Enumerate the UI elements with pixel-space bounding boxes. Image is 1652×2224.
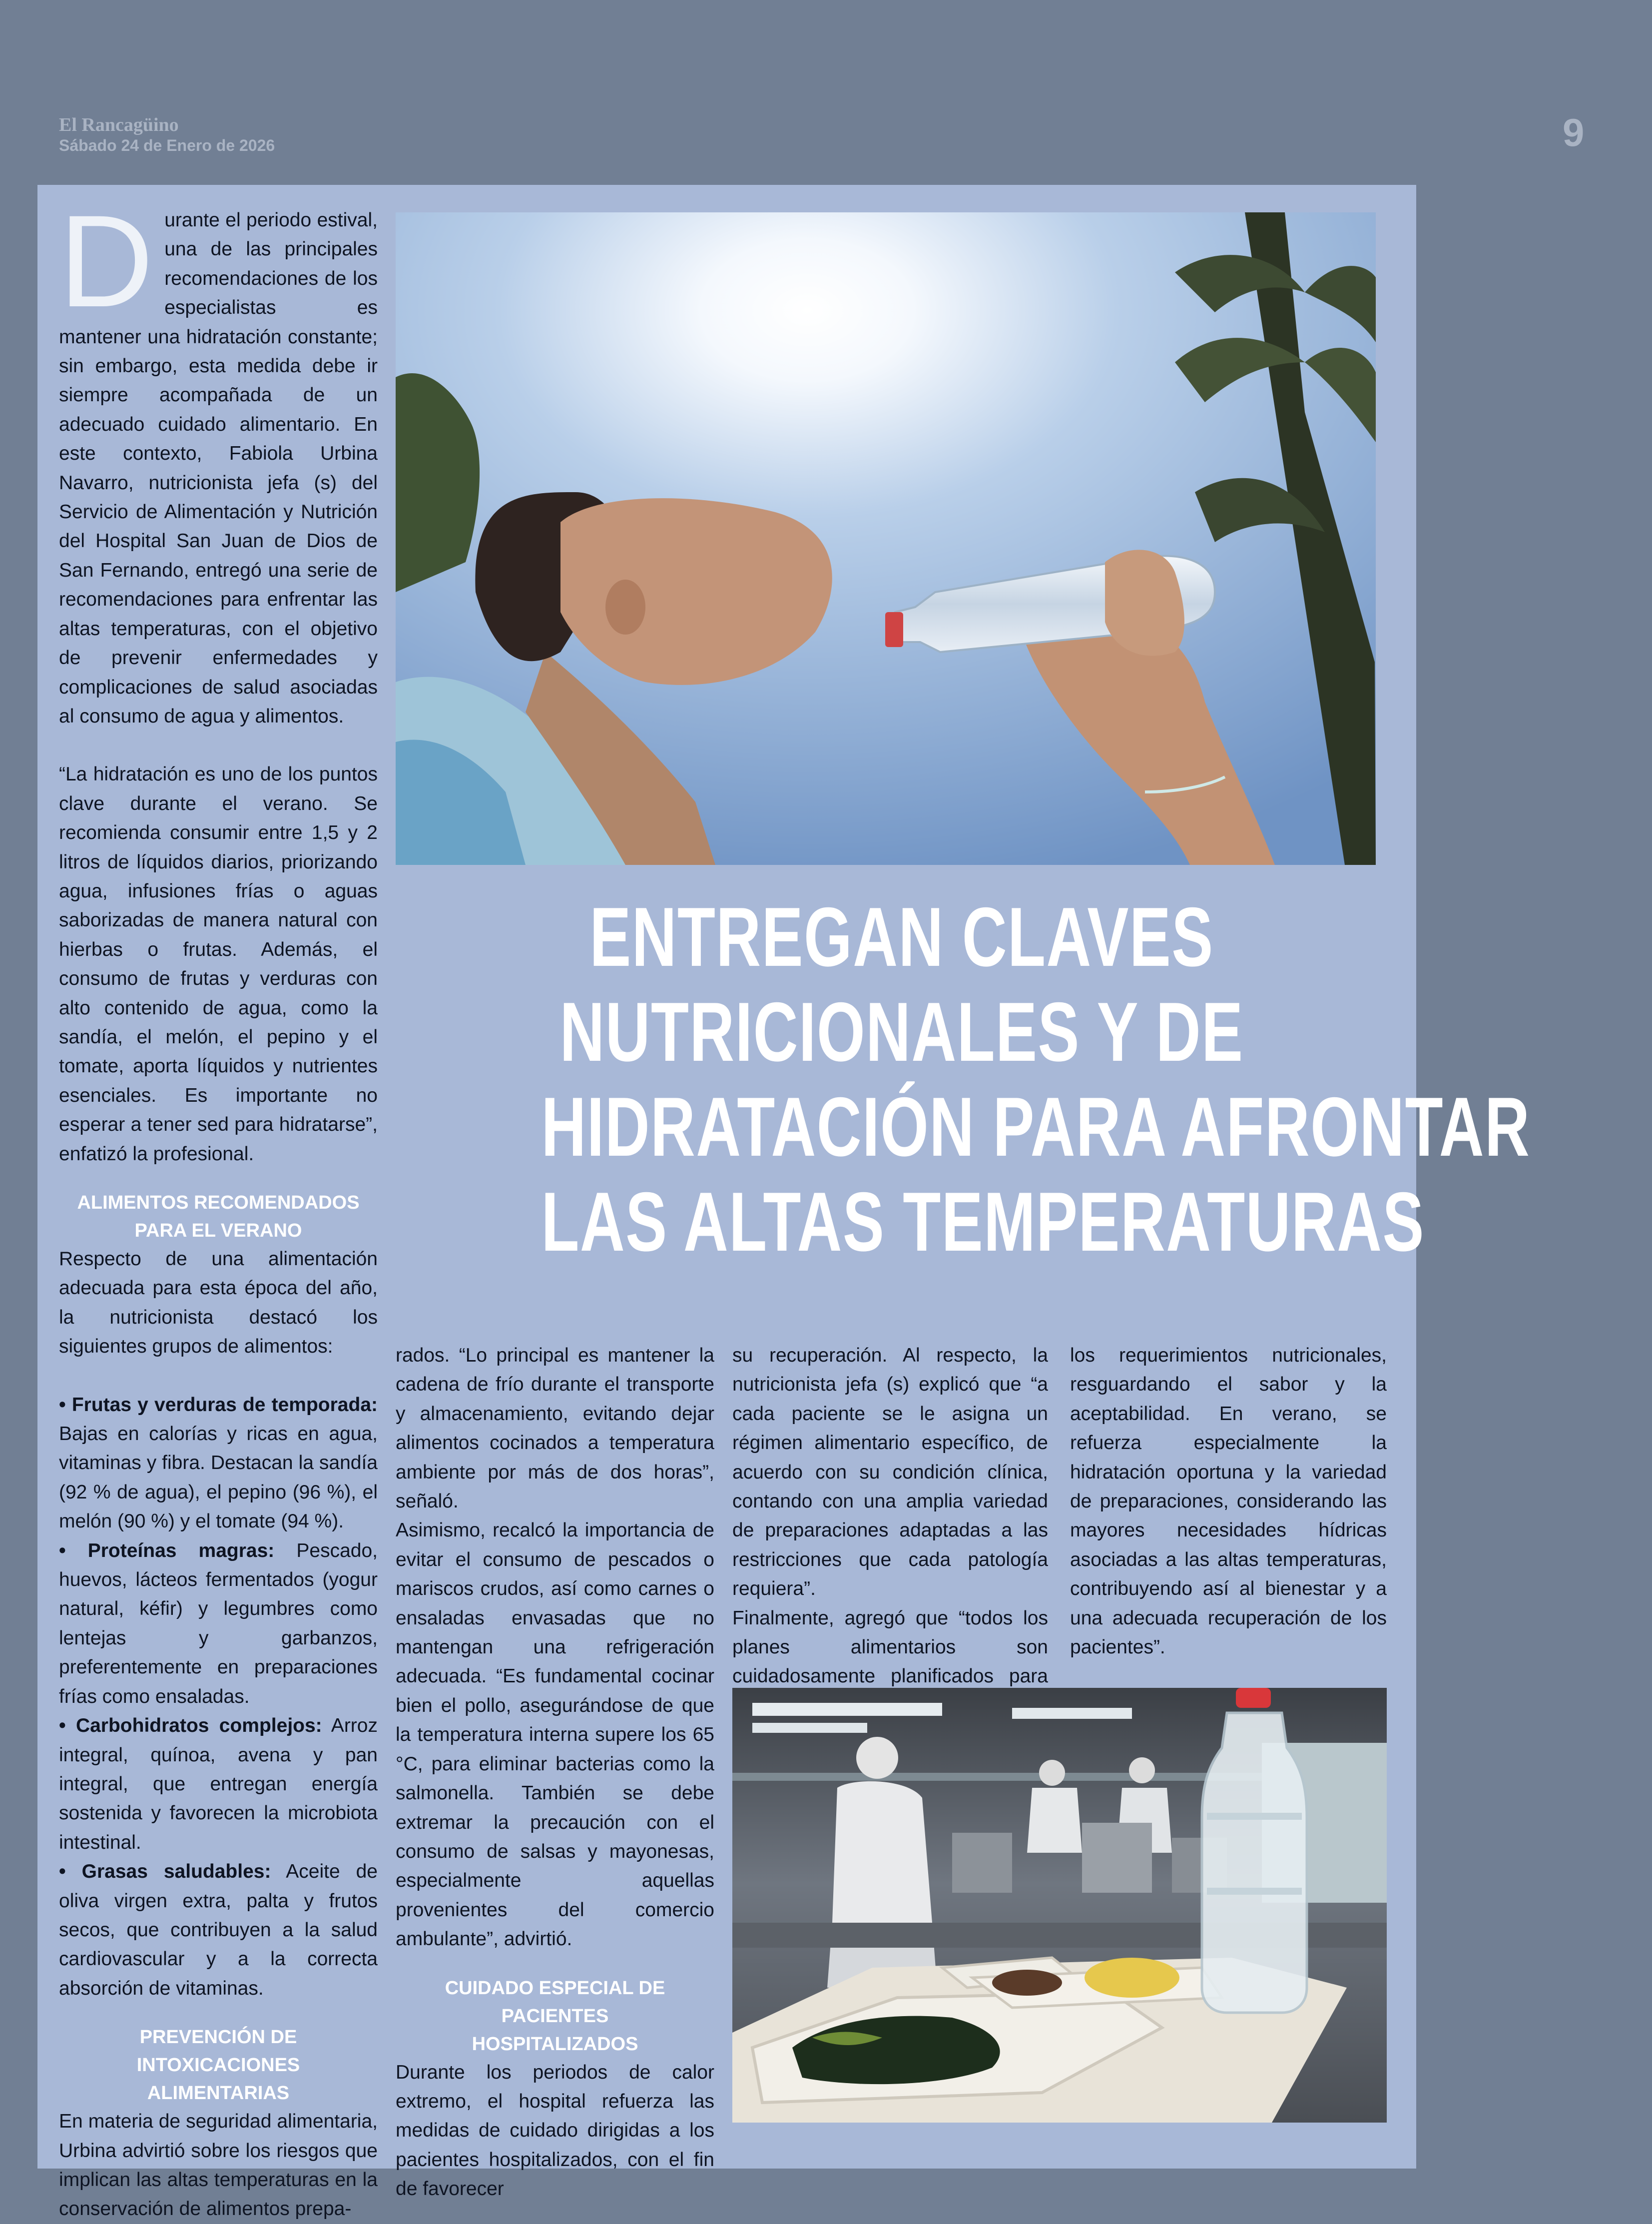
woman-drinking-water-image [396,212,1376,865]
planning-paragraph: Finalmente, agregó que “todos los planes alimentarios son cuidadosamente planificados para [732,1607,1048,1687]
bottom-photo [732,1688,1387,2123]
food-item-label: • Grasas saludables: [59,1861,271,1883]
food-item-proteins [59,1536,378,1711]
intro-paragraph [59,188,378,731]
column-1 [59,188,378,2224]
masthead [59,114,275,155]
food-item-label: • Carbohidratos complejos: [59,1715,322,1737]
subheading-line: ALIMENTARIAS [147,2083,290,2104]
headline-line-3: HIDRATACIÓN PARA AFRONTAR [541,1080,1531,1174]
subheading-line: PREVENCIÓN DE INTOXICACIONES [136,2027,300,2076]
headline-line-2: NUTRICIONALES Y DE [559,985,1244,1079]
hospital-care-paragraph: Durante los periodos de calor extremo, el hospital refuerza las medidas de cuidado dirigidas a los pacientes hospitalizados, con el fin de favorecer [396,2061,714,2200]
column-2 [396,1341,714,2204]
subheading-line: PARA EL VERANO [134,1220,302,1241]
raw-food-paragraph: Asimismo, recalcó la importancia de evitar el consumo de pescados o mariscos crudos, así como carnes o ensaladas envasadas que no mantengan una refrigeración adecuada. “Es fundamental cocinar bien el pollo, asegurándose de que la temperatura interna supere los 65 °C, para eliminar bacterias como la salmonella. También se debe extremar la precaución con el consumo de salsas y mayonesas, especialmente aquellas provenientes del comercio ambulante”, advirtió. [396,1519,714,1950]
diet-regime-paragraph: su recuperación. Al respecto, la nutricionista jefa (s) explicó que “a cada paciente se le asigna un régimen alimentario específico, de acuerdo con su condición clínica, contando con una amplia variedad de preparaciones adaptadas a las restricciones que cada patología requiera”. [732,1345,1048,1600]
food-item-text: Aceite de oliva virgen extra, palta y frutos secos, que contribuyen a la salud cardiovascular y a la correcta absorción de vitaminas. [59,1861,378,1999]
hospital-kitchen-image [732,1688,1387,2123]
drop-cap: D [59,188,154,334]
food-item-text: Arroz integral, quínoa, avena y pan integral, que entregan energía sostenida y favorecen la microbiota intestinal. [59,1715,378,1853]
column-3 [732,1341,1048,1720]
subheading-food-poisoning [59,2023,378,2107]
food-item-text: Bajas en calorías y ricas en agua, vitaminas y fibra. Destacan la sandía (92 % de agua), el pepino (96 %), el melón (90 %) y el tomate (94 %). [59,1423,378,1532]
safety-paragraph: En materia de seguridad alimentaria, Urbina advirtió sobre los riesgos que implican las altas temperaturas en la conservación de alimentos prepa- [59,2111,378,2220]
foods-intro-paragraph: Respecto de una alimentación adecuada para esta época del año, la nutricionista destacó los siguientes grupos de alimentos: [59,1248,378,1358]
intro-text: urante el periodo estival, una de las principales recomendaciones de los especialistas es mantener una hidratación constante; sin embargo, esta medida debe ir siempre acompañada de un adecuado cuidado alimentario. En este contexto, Fabiola Urbina Navarro, nutricionista jefa (s) del Servicio de Alimentación y Nutrición del Hospital San Juan de Dios de San Fernando, entregó una serie de recomendaciones para enfrentar las altas temperaturas, con el objetivo de prevenir enfermedades y complicaciones de salud asociadas al consumo de agua y alimentos. [59,209,378,727]
food-item-label: • Proteínas magras: [59,1539,275,1561]
subheading-hospitalized-patients [396,1974,714,2058]
top-photo [396,212,1376,865]
headline [541,889,1531,1269]
headline-line-4: LAS ALTAS TEMPERATURAS [541,1175,1425,1269]
food-item-fruits [59,1391,378,1536]
subheading-line: HOSPITALIZADOS [472,2033,638,2055]
subheading-line: CUIDADO ESPECIAL DE PACIENTES [445,1977,665,2027]
quote-paragraph: “La hidratación es uno de los puntos clave durante el verano. Se recomienda consumir entre 1,5 y 2 litros de líquidos diarios, priorizando agua, infusiones frías o aguas saborizadas de manera natural con hierbas o frutas. Además, el consumo de frutas y verduras con alto contenido de agua, como la sandía, el melón, el pepino y el tomate, aporta líquidos y nutrientes esenciales. Es importante no esperar a tener sed para hidratarse”, enfatizó la profesional. [59,763,378,1165]
issue-date: Sábado 24 de Enero de 2026 [59,136,275,154]
food-item-carbohydrates [59,1711,378,1857]
food-item-label: • Frutas y verduras de temporada: [59,1394,378,1416]
food-item-text: Pescado, huevos, lácteos fermentados (yogur natural, kéfir) y legumbres como lentejas y garbanzos, preferentemente en preparaciones frías como ensaladas. [59,1539,378,1707]
closing-paragraph: los requerimientos nutricionales, resguardando el sabor y la aceptabilidad. En verano, se refuerza especialmente la hidratación oportuna y la variedad de preparaciones, considerando las mayores necesidades hídricas asociadas a las altas temperaturas, contribuyendo así al bienestar y a una adecuada recuperación de los pacientes”. [1070,1345,1387,1658]
cold-chain-paragraph: rados. “Lo principal es mantener la cadena de frío durante el transporte y almacenamiento, evitando dejar alimentos cocinados a temperatura ambiente por más de dos horas”, señaló. [396,1345,714,1512]
food-item-fats [59,1857,378,2003]
column-4 [1070,1341,1387,1662]
page-number: 9 [1563,110,1585,154]
headline-line-1: ENTREGAN CLAVES [589,890,1214,984]
subheading-recommended-foods [59,1189,378,1245]
subheading-line: ALIMENTOS RECOMENDADOS [77,1192,360,1213]
newspaper-name: El Rancagüino [59,114,179,135]
